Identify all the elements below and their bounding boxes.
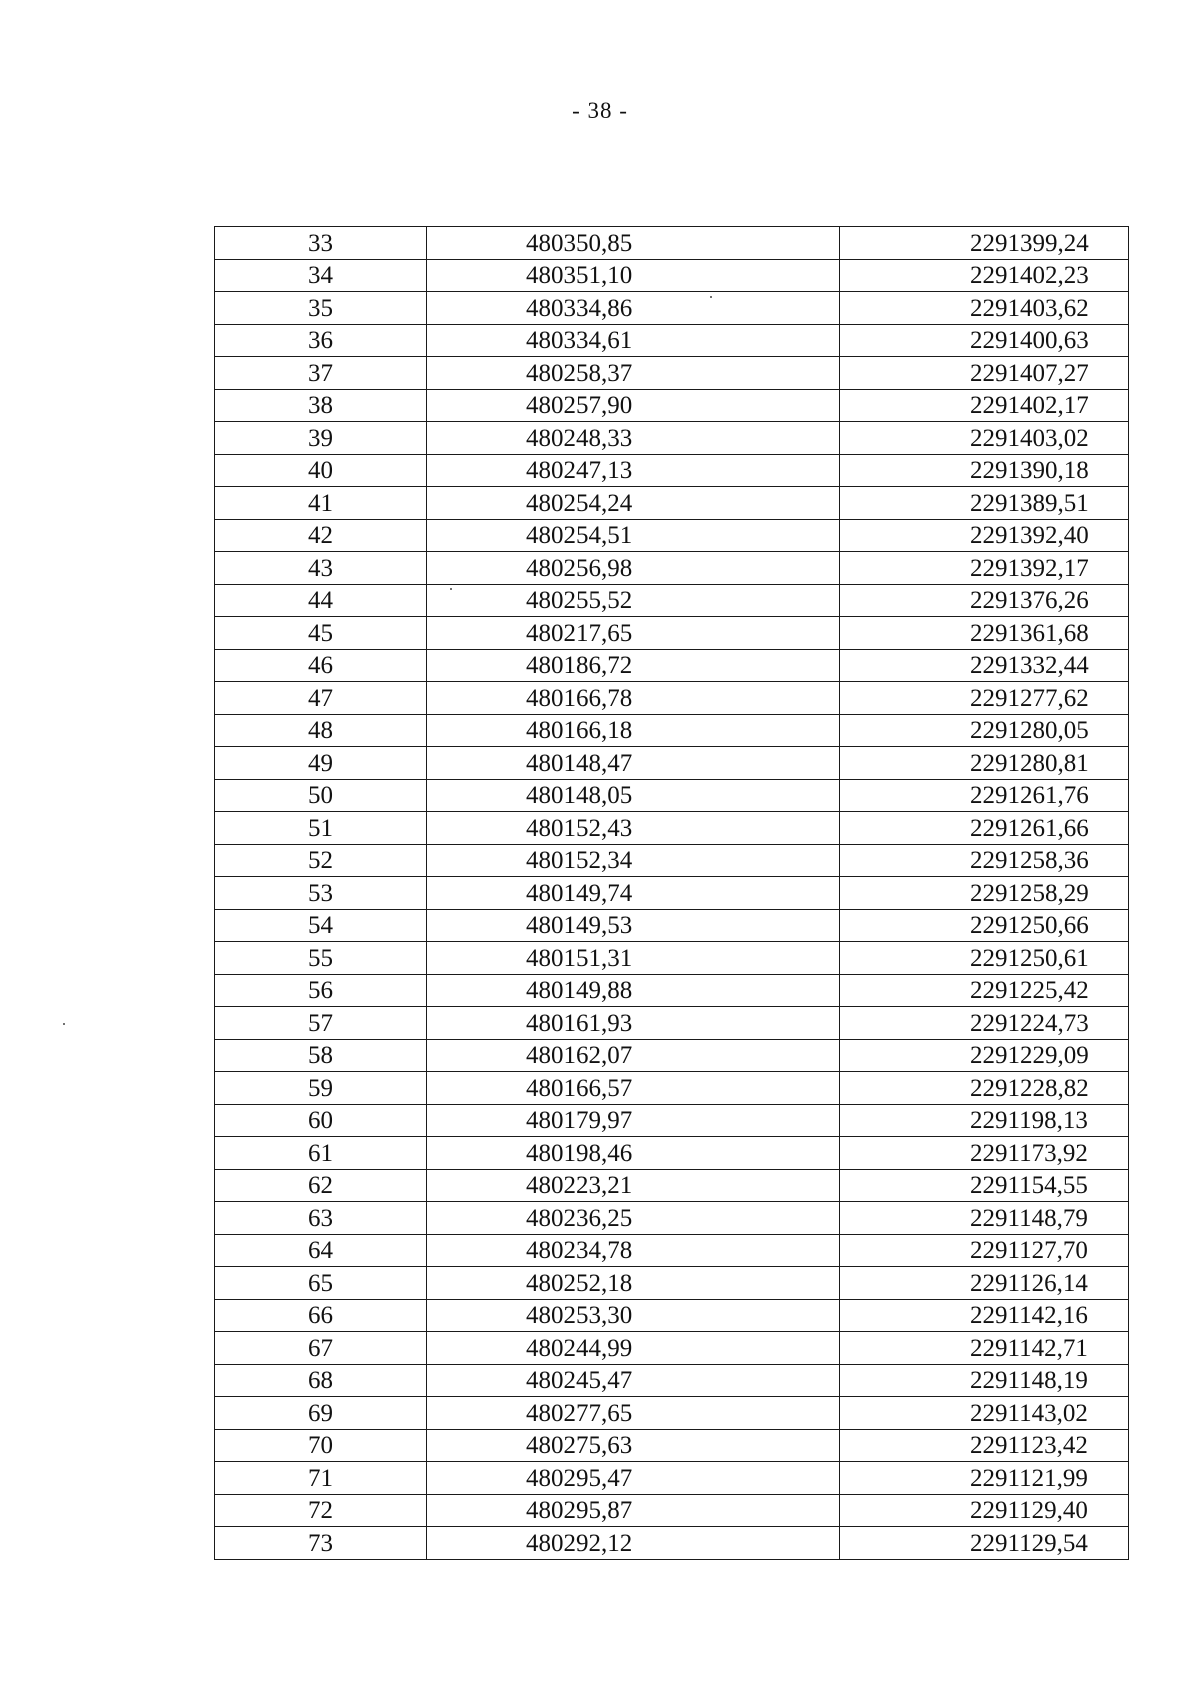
x-coordinate-cell: 480152,43	[427, 812, 840, 845]
point-number-cell: 61	[215, 1137, 427, 1170]
y-coordinate-cell: 2291399,24	[840, 227, 1129, 260]
x-coordinate-cell: 480292,12	[427, 1527, 840, 1560]
x-coordinate-cell: 480152,34	[427, 844, 840, 877]
x-coordinate-cell: 480166,18	[427, 714, 840, 747]
point-number-cell: 68	[215, 1364, 427, 1397]
y-coordinate-cell: 2291261,76	[840, 779, 1129, 812]
point-number-cell: 64	[215, 1234, 427, 1267]
x-coordinate-cell: 480295,87	[427, 1494, 840, 1527]
x-coordinate-cell: 480248,33	[427, 422, 840, 455]
table-row	[215, 259, 1129, 292]
y-coordinate-cell: 2291225,42	[840, 974, 1129, 1007]
table-row	[215, 324, 1129, 357]
scan-speck	[63, 1023, 65, 1025]
x-coordinate-cell: 480254,24	[427, 487, 840, 520]
table-row	[215, 649, 1129, 682]
point-number-cell: 70	[215, 1429, 427, 1462]
x-coordinate-cell: 480351,10	[427, 259, 840, 292]
point-number-cell: 66	[215, 1299, 427, 1332]
table-row	[215, 1299, 1129, 1332]
scan-speck	[710, 296, 712, 298]
x-coordinate-cell: 480186,72	[427, 649, 840, 682]
table-row	[215, 779, 1129, 812]
x-coordinate-cell: 480162,07	[427, 1039, 840, 1072]
y-coordinate-cell: 2291403,62	[840, 292, 1129, 325]
y-coordinate-cell: 2291198,13	[840, 1104, 1129, 1137]
point-number-cell: 58	[215, 1039, 427, 1072]
y-coordinate-cell: 2291142,71	[840, 1332, 1129, 1365]
table-row	[215, 714, 1129, 747]
point-number-cell: 36	[215, 324, 427, 357]
table-row	[215, 812, 1129, 845]
point-number-cell: 39	[215, 422, 427, 455]
point-number-cell: 38	[215, 389, 427, 422]
y-coordinate-cell: 2291250,66	[840, 909, 1129, 942]
point-number-cell: 41	[215, 487, 427, 520]
point-number-cell: 55	[215, 942, 427, 975]
x-coordinate-cell: 480151,31	[427, 942, 840, 975]
x-coordinate-cell: 480179,97	[427, 1104, 840, 1137]
table-row	[215, 877, 1129, 910]
table-row	[215, 584, 1129, 617]
table-row	[215, 1462, 1129, 1495]
x-coordinate-cell: 480275,63	[427, 1429, 840, 1462]
x-coordinate-cell: 480148,47	[427, 747, 840, 780]
point-number-cell: 42	[215, 519, 427, 552]
x-coordinate-cell: 480149,53	[427, 909, 840, 942]
table-row	[215, 422, 1129, 455]
x-coordinate-cell: 480244,99	[427, 1332, 840, 1365]
y-coordinate-cell: 2291407,27	[840, 357, 1129, 390]
y-coordinate-cell: 2291229,09	[840, 1039, 1129, 1072]
x-coordinate-cell: 480334,61	[427, 324, 840, 357]
table-row	[215, 292, 1129, 325]
point-number-cell: 60	[215, 1104, 427, 1137]
table-row	[215, 1397, 1129, 1430]
table-row	[215, 1039, 1129, 1072]
point-number-cell: 45	[215, 617, 427, 650]
y-coordinate-cell: 2291400,63	[840, 324, 1129, 357]
point-number-cell: 51	[215, 812, 427, 845]
x-coordinate-cell: 480166,78	[427, 682, 840, 715]
point-number-cell: 43	[215, 552, 427, 585]
page-number: - 38 -	[572, 98, 628, 123]
table-row	[215, 1494, 1129, 1527]
point-number-cell: 65	[215, 1267, 427, 1300]
table-row	[215, 1364, 1129, 1397]
x-coordinate-cell: 480256,98	[427, 552, 840, 585]
table-row	[215, 1234, 1129, 1267]
x-coordinate-cell: 480223,21	[427, 1169, 840, 1202]
y-coordinate-cell: 2291403,02	[840, 422, 1129, 455]
x-coordinate-cell: 480217,65	[427, 617, 840, 650]
point-number-cell: 35	[215, 292, 427, 325]
y-coordinate-cell: 2291376,26	[840, 584, 1129, 617]
x-coordinate-cell: 480236,25	[427, 1202, 840, 1235]
table-row	[215, 357, 1129, 390]
table-row	[215, 942, 1129, 975]
x-coordinate-cell: 480258,37	[427, 357, 840, 390]
coordinates-table-body	[215, 227, 1129, 1560]
table-row	[215, 617, 1129, 650]
table-row	[215, 1527, 1129, 1560]
point-number-cell: 73	[215, 1527, 427, 1560]
x-coordinate-cell: 480166,57	[427, 1072, 840, 1105]
y-coordinate-cell: 2291123,42	[840, 1429, 1129, 1462]
x-coordinate-cell: 480334,86	[427, 292, 840, 325]
table-row	[215, 552, 1129, 585]
y-coordinate-cell: 2291127,70	[840, 1234, 1129, 1267]
y-coordinate-cell: 2291277,62	[840, 682, 1129, 715]
table-row	[215, 227, 1129, 260]
point-number-cell: 62	[215, 1169, 427, 1202]
y-coordinate-cell: 2291129,40	[840, 1494, 1129, 1527]
point-number-cell: 72	[215, 1494, 427, 1527]
point-number-cell: 67	[215, 1332, 427, 1365]
point-number-cell: 69	[215, 1397, 427, 1430]
point-number-cell: 52	[215, 844, 427, 877]
table-row	[215, 844, 1129, 877]
y-coordinate-cell: 2291129,54	[840, 1527, 1129, 1560]
y-coordinate-cell: 2291392,40	[840, 519, 1129, 552]
x-coordinate-cell: 480161,93	[427, 1007, 840, 1040]
point-number-cell: 49	[215, 747, 427, 780]
x-coordinate-cell: 480149,88	[427, 974, 840, 1007]
table-row	[215, 1104, 1129, 1137]
x-coordinate-cell: 480252,18	[427, 1267, 840, 1300]
coordinates-table	[214, 226, 1129, 1560]
point-number-cell: 56	[215, 974, 427, 1007]
y-coordinate-cell: 2291126,14	[840, 1267, 1129, 1300]
x-coordinate-cell: 480198,46	[427, 1137, 840, 1170]
y-coordinate-cell: 2291390,18	[840, 454, 1129, 487]
point-number-cell: 37	[215, 357, 427, 390]
table-row	[215, 747, 1129, 780]
x-coordinate-cell: 480255,52	[427, 584, 840, 617]
x-coordinate-cell: 480148,05	[427, 779, 840, 812]
point-number-cell: 54	[215, 909, 427, 942]
y-coordinate-cell: 2291389,51	[840, 487, 1129, 520]
table-row	[215, 389, 1129, 422]
table-row	[215, 682, 1129, 715]
table-row	[215, 1169, 1129, 1202]
x-coordinate-cell: 480149,74	[427, 877, 840, 910]
point-number-cell: 47	[215, 682, 427, 715]
table-row	[215, 909, 1129, 942]
table-row	[215, 1429, 1129, 1462]
point-number-cell: 57	[215, 1007, 427, 1040]
y-coordinate-cell: 2291280,81	[840, 747, 1129, 780]
x-coordinate-cell: 480234,78	[427, 1234, 840, 1267]
y-coordinate-cell: 2291224,73	[840, 1007, 1129, 1040]
y-coordinate-cell: 2291402,17	[840, 389, 1129, 422]
x-coordinate-cell: 480295,47	[427, 1462, 840, 1495]
x-coordinate-cell: 480253,30	[427, 1299, 840, 1332]
y-coordinate-cell: 2291402,23	[840, 259, 1129, 292]
y-coordinate-cell: 2291258,36	[840, 844, 1129, 877]
point-number-cell: 53	[215, 877, 427, 910]
table-row	[215, 454, 1129, 487]
scan-speck	[450, 588, 452, 590]
y-coordinate-cell: 2291148,19	[840, 1364, 1129, 1397]
y-coordinate-cell: 2291154,55	[840, 1169, 1129, 1202]
x-coordinate-cell: 480277,65	[427, 1397, 840, 1430]
x-coordinate-cell: 480247,13	[427, 454, 840, 487]
table-row	[215, 1007, 1129, 1040]
y-coordinate-cell: 2291228,82	[840, 1072, 1129, 1105]
y-coordinate-cell: 2291148,79	[840, 1202, 1129, 1235]
table-row	[215, 487, 1129, 520]
point-number-cell: 40	[215, 454, 427, 487]
y-coordinate-cell: 2291332,44	[840, 649, 1129, 682]
point-number-cell: 50	[215, 779, 427, 812]
point-number-cell: 46	[215, 649, 427, 682]
point-number-cell: 48	[215, 714, 427, 747]
table-row	[215, 519, 1129, 552]
table-row	[215, 1202, 1129, 1235]
x-coordinate-cell: 480254,51	[427, 519, 840, 552]
y-coordinate-cell: 2291258,29	[840, 877, 1129, 910]
y-coordinate-cell: 2291250,61	[840, 942, 1129, 975]
point-number-cell: 63	[215, 1202, 427, 1235]
table-row	[215, 1332, 1129, 1365]
point-number-cell: 71	[215, 1462, 427, 1495]
y-coordinate-cell: 2291361,68	[840, 617, 1129, 650]
y-coordinate-cell: 2291121,99	[840, 1462, 1129, 1495]
y-coordinate-cell: 2291143,02	[840, 1397, 1129, 1430]
table-row	[215, 1072, 1129, 1105]
point-number-cell: 44	[215, 584, 427, 617]
x-coordinate-cell: 480245,47	[427, 1364, 840, 1397]
table-row	[215, 1137, 1129, 1170]
point-number-cell: 33	[215, 227, 427, 260]
point-number-cell: 59	[215, 1072, 427, 1105]
point-number-cell: 34	[215, 259, 427, 292]
y-coordinate-cell: 2291142,16	[840, 1299, 1129, 1332]
y-coordinate-cell: 2291173,92	[840, 1137, 1129, 1170]
table-row	[215, 974, 1129, 1007]
y-coordinate-cell: 2291392,17	[840, 552, 1129, 585]
y-coordinate-cell: 2291280,05	[840, 714, 1129, 747]
y-coordinate-cell: 2291261,66	[840, 812, 1129, 845]
x-coordinate-cell: 480257,90	[427, 389, 840, 422]
x-coordinate-cell: 480350,85	[427, 227, 840, 260]
table-row	[215, 1267, 1129, 1300]
